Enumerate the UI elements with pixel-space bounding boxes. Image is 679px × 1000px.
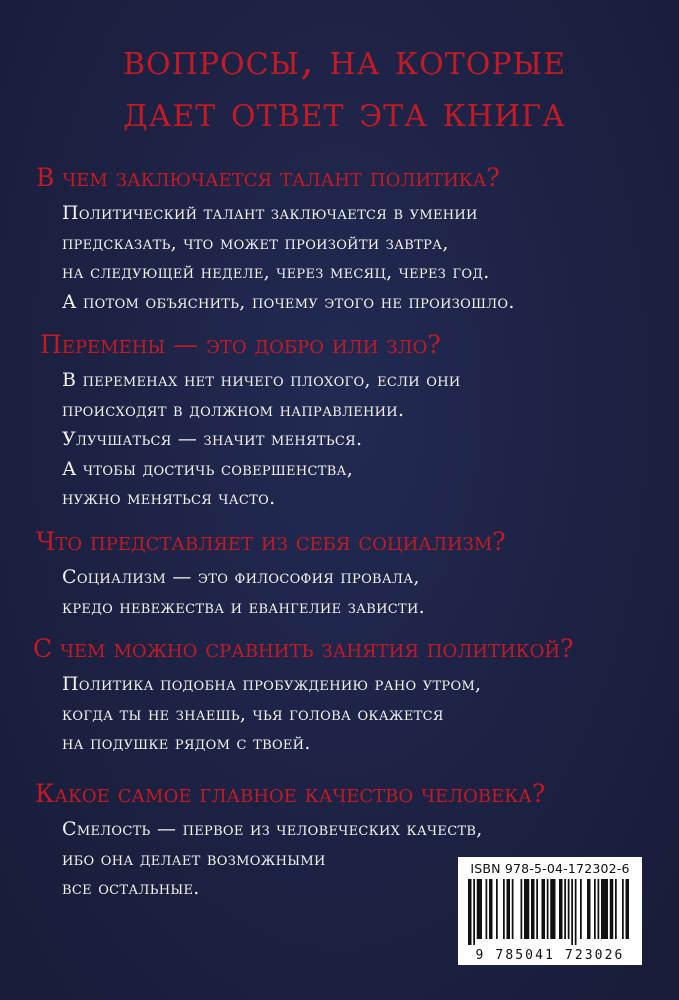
answer-text bbox=[62, 366, 679, 514]
answer-line: В переменах нет ничего плохого, если они bbox=[62, 369, 461, 391]
barcode-bar bbox=[626, 879, 630, 939]
barcode-bar bbox=[575, 879, 577, 945]
barcode-bar bbox=[547, 879, 549, 939]
barcode-bar bbox=[468, 879, 472, 945]
answer-line: Социализм — это философия провала, bbox=[62, 566, 420, 588]
answer-line: Политический талант заключается в умении bbox=[62, 202, 478, 224]
barcode-bar bbox=[594, 879, 596, 939]
qa-section-talent bbox=[36, 163, 679, 317]
barcode-bar bbox=[486, 879, 488, 939]
answer-line: ибо она делает возможными bbox=[62, 847, 326, 870]
title-line-1: вопросы, на которые bbox=[123, 35, 566, 85]
barcode-bar bbox=[601, 879, 608, 939]
question-heading: Что представляет из себя социализм? bbox=[36, 527, 506, 556]
answer-text bbox=[62, 670, 679, 759]
barcode-bar bbox=[507, 879, 511, 939]
question-heading: Какое самое главное качество человека? bbox=[35, 779, 546, 808]
answer-text bbox=[62, 563, 679, 622]
answer-line: Смелость — первое из человеческих качеств, bbox=[62, 818, 483, 840]
answer-line: предсказать, что может произойти завтра, bbox=[62, 231, 449, 254]
barcode-bar bbox=[477, 879, 482, 939]
question-heading: В чем заключается талант политика? bbox=[36, 163, 500, 192]
barcode-bar bbox=[542, 879, 546, 939]
answer-line: на следующей неделе, через месяц, через год. bbox=[62, 261, 490, 283]
barcode-bar bbox=[564, 879, 566, 939]
answer-line: А чтобы достичь совершенства, bbox=[62, 457, 354, 480]
barcode-bar bbox=[489, 879, 493, 939]
answer-line: Политика подобна пробуждению рано утром, bbox=[62, 673, 482, 695]
barcode-bar bbox=[587, 879, 591, 939]
cover-title bbox=[30, 34, 659, 138]
barcode-bars bbox=[464, 879, 636, 945]
qa-section-politics bbox=[33, 634, 679, 759]
answer-line: нужно меняться часто. bbox=[62, 487, 276, 509]
barcode-bar bbox=[571, 879, 573, 945]
answer-line: А потом объяснить, почему этого не произошло. bbox=[62, 290, 515, 313]
isbn-number: ISBN 978-5-04-172302-6 bbox=[470, 861, 630, 876]
answer-text bbox=[62, 199, 679, 317]
answer-line: Улучшаться — значит меняться. bbox=[62, 428, 363, 450]
answer-line: на подушке рядом с твоей. bbox=[62, 732, 311, 754]
barcode-bar bbox=[524, 879, 529, 939]
barcode-bar bbox=[615, 879, 617, 939]
barcode-bar bbox=[512, 879, 514, 939]
barcode-bar bbox=[503, 879, 505, 939]
question-heading: Перемены — это добро или зло? bbox=[40, 330, 441, 359]
barcode-bar bbox=[496, 879, 498, 939]
qa-section-change bbox=[40, 330, 679, 514]
barcode-bar bbox=[568, 879, 570, 939]
barcode-bar bbox=[622, 879, 624, 939]
qa-section-socialism bbox=[36, 527, 679, 622]
answer-line: кредо невежества и евангелие зависти. bbox=[62, 595, 425, 618]
barcode-bar bbox=[473, 879, 475, 945]
barcode-bar bbox=[598, 879, 600, 939]
barcode-bar bbox=[550, 879, 555, 939]
answer-line: происходят в должном направлении. bbox=[62, 398, 405, 421]
barcode-bar bbox=[536, 879, 538, 939]
answer-line: все остальные. bbox=[62, 877, 200, 899]
isbn-barcode bbox=[458, 857, 642, 965]
question-heading: С чем можно сравнить занятия политикой? bbox=[33, 634, 574, 663]
answer-line: когда ты не знаешь, чья голова окажется bbox=[62, 702, 444, 725]
barcode-bar bbox=[559, 879, 563, 939]
barcode-bar bbox=[610, 879, 614, 939]
barcode-bar bbox=[580, 879, 582, 939]
barcode-digits: 9 785041 723026 bbox=[475, 948, 625, 963]
title-line-2: дает ответ эта книга bbox=[123, 87, 566, 137]
barcode-bar bbox=[521, 879, 523, 939]
barcode-bar bbox=[531, 879, 535, 939]
